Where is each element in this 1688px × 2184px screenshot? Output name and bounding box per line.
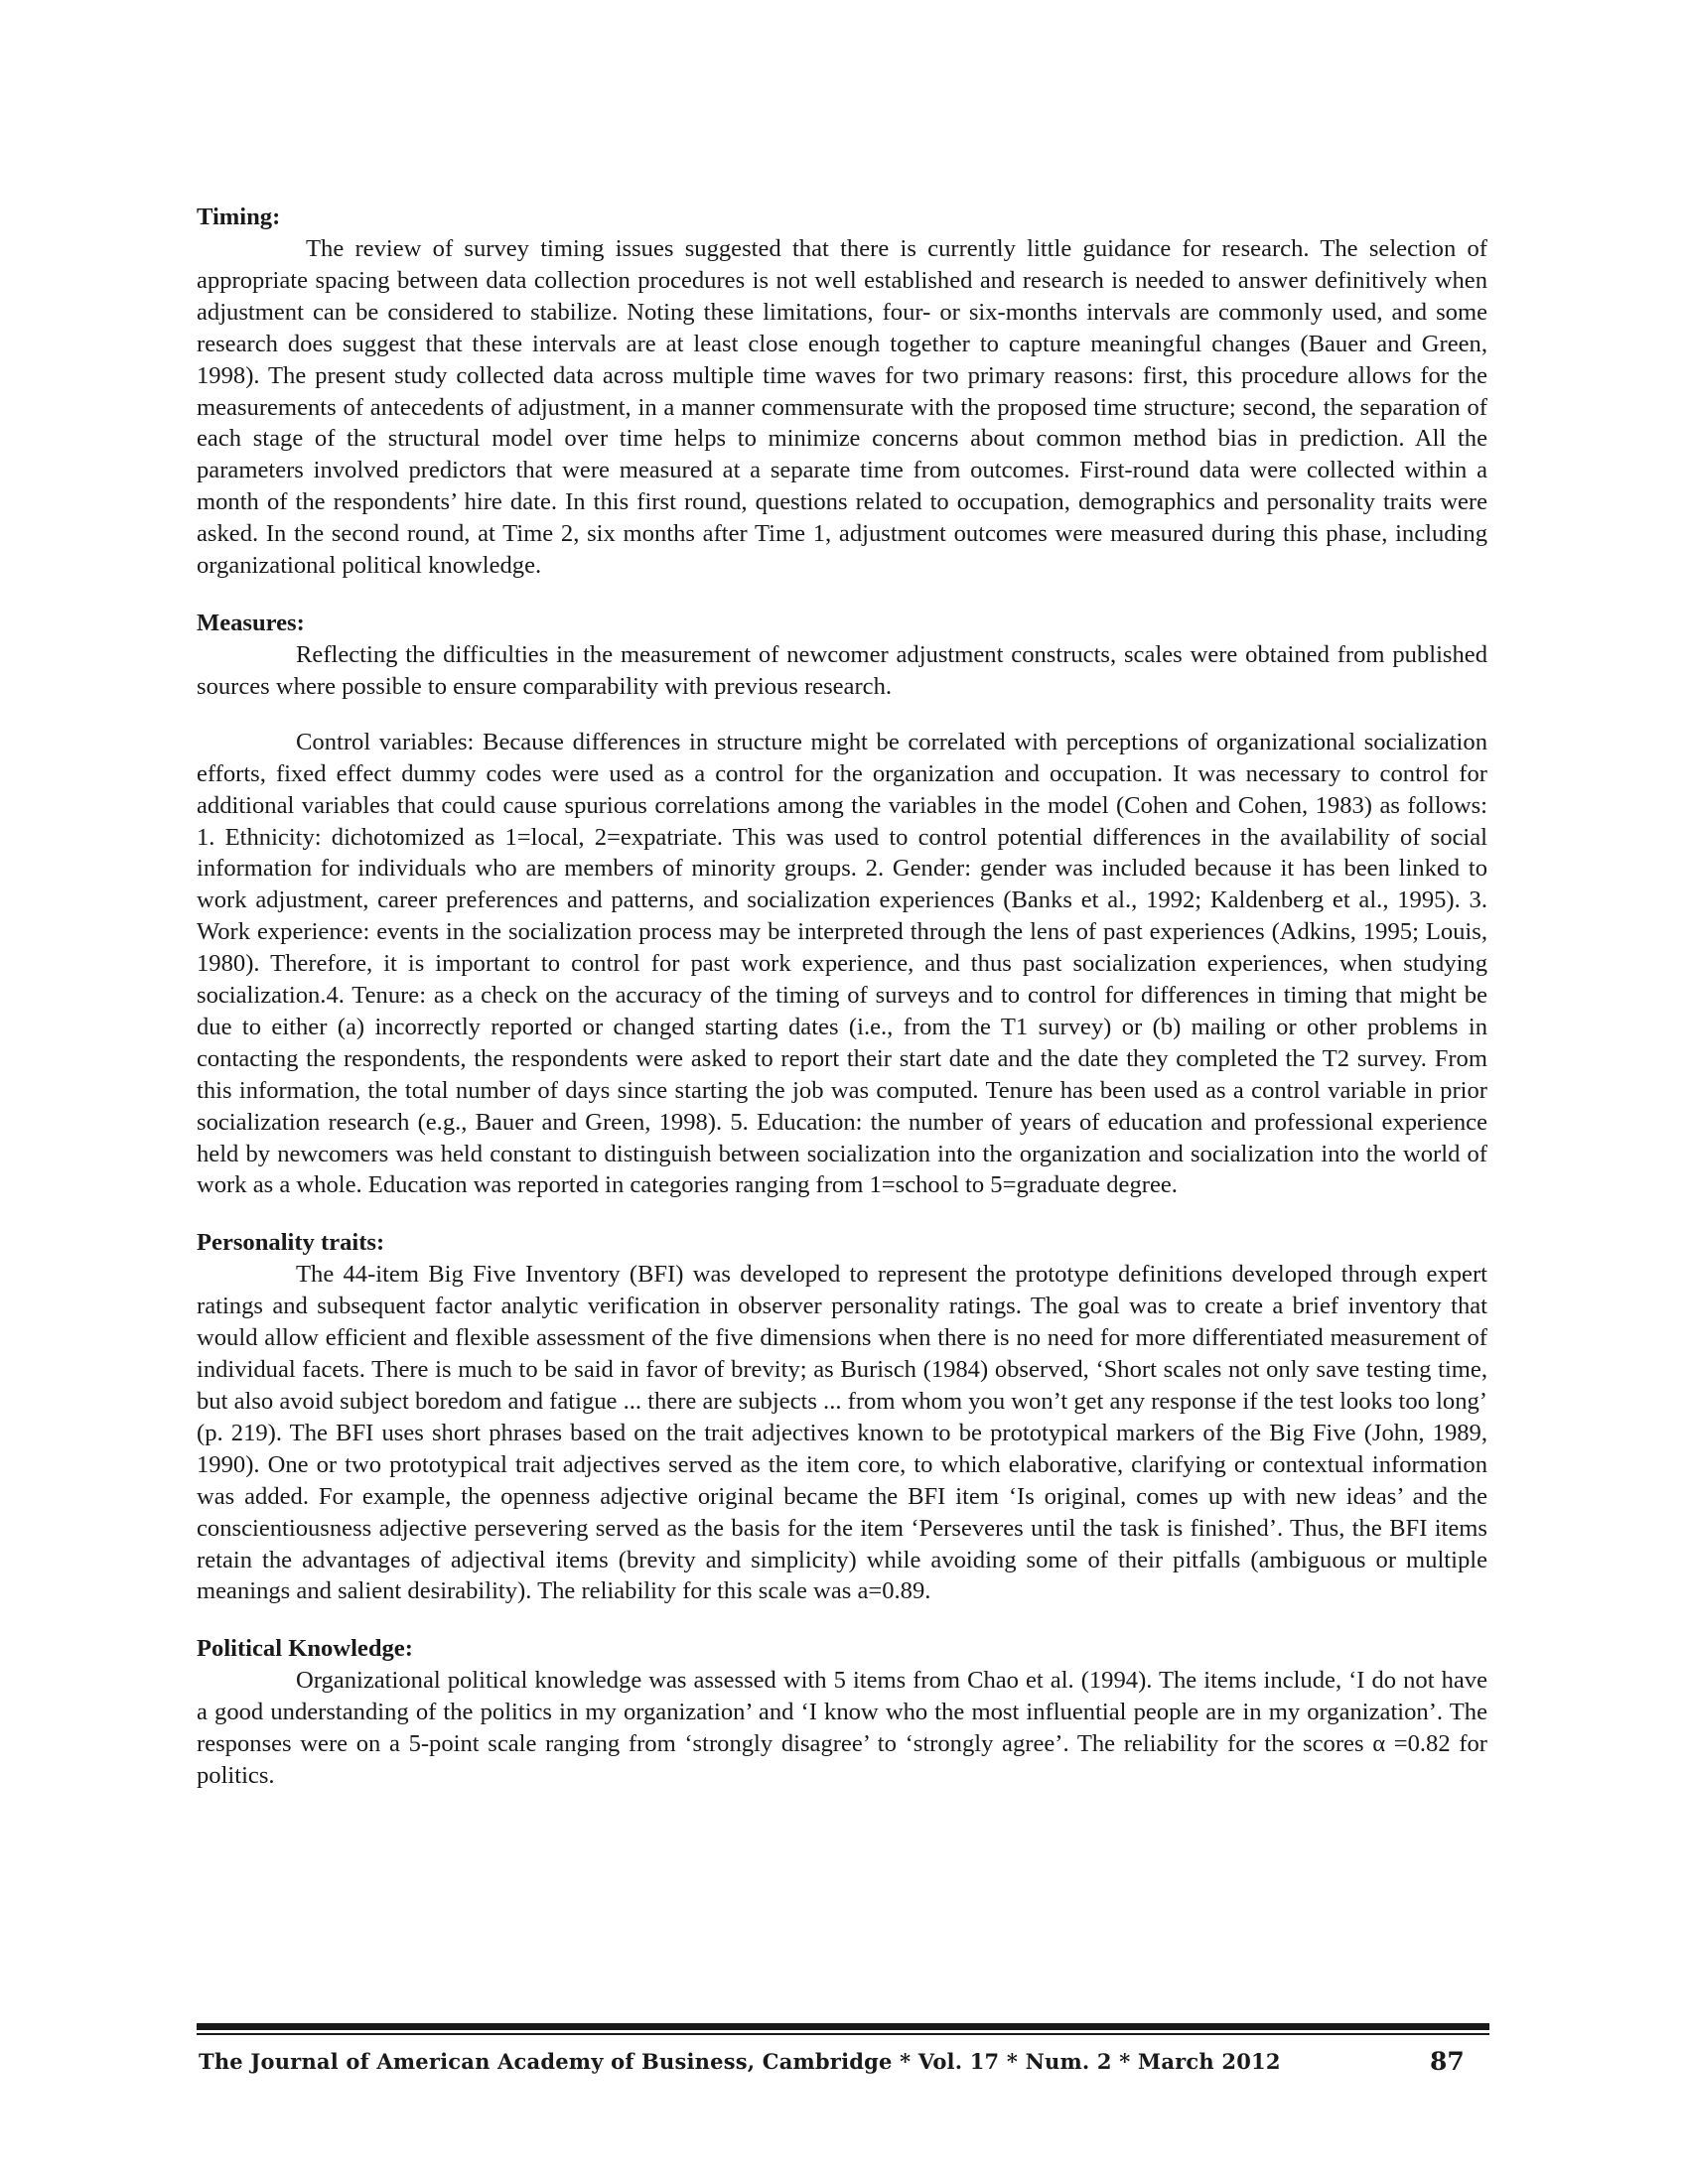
paragraph: The review of survey timing issues suggested that there is currently little guidance for research. The selection of appropriate spacing between data collection procedures is not well established and research is needed to answer definitively when adjustment can be considered to stabilize. Noting these limitations, four- or six-months intervals are commonly used, and some research does suggest that these intervals are at least close enough together to capture meaningful changes (Bauer and Green, 1998). The present study collected data across multiple time waves for two primary reasons: first, this procedure allows for the measurements of antecedents of adjustment, in a manner commensurate with the proposed time structure; second, the separation of each stage of the structural model over time helps to minimize concerns about common method bias in prediction. All the parameters involved predictors that were measured at a separate time from outcomes. First-round data were collected within a month of the respondents’ hire date. In this first round, questions related to occupation, demographics and personality traits were asked. In the second round, at Time 2, six months after Time 1, adjustment outcomes were measured during this phase, including organizational political knowledge.	[197, 235, 1487, 580]
section-measures	[197, 608, 1487, 1201]
section-personality-traits	[197, 1227, 1487, 1607]
section-timing	[197, 202, 1487, 582]
section-political-knowledge	[197, 1633, 1487, 1792]
section-heading-timing: Timing:	[197, 204, 281, 230]
paragraph: The 44-item Big Five Inventory (BFI) was developed to represent the prototype definitions developed through expert ratings and subsequent factor analytic verification in observer personality ratings. The goal was to create a brief inventory that would allow efficient and flexible assessment of the five dimensions when there is no need for more differentiated measurement of individual facets. There is much to be said in favor of brevity; as Burisch (1984) observed, ‘Short scales not only save testing time, but also avoid subject boredom and fatigue ... there are subjects ... from whom you won’t get any response if the test looks too long’ (p. 219). The BFI uses short phrases based on the trait adjectives known to be prototypical markers of the Big Five (John, 1989, 1990). One or two prototypical trait adjectives served as the item core, to which elaborative, clarifying or contextual information was added. For example, the openness adjective original became the BFI item ‘Is original, comes up with new ideas’ and the conscientiousness adjective persevering served as the basis for the item ‘Perseveres until the task is finished’. Thus, the BFI items retain the advantages of adjectival items (brevity and simplicity) while avoiding some of their pitfalls (ambiguous or multiple meanings and salient desirability). The reliability for this scale was a=0.89.	[197, 1261, 1487, 1605]
section-heading-measures: Measures:	[197, 609, 305, 636]
section-heading-political-knowledge: Political Knowledge:	[197, 1635, 413, 1663]
footer-rule	[197, 2023, 1489, 2030]
page-body	[197, 202, 1487, 1792]
paragraph: Reflecting the difficulties in the measurement of newcomer adjustment constructs, scales were obtained from published sources where possible to ensure comparability with previous research.	[197, 640, 1487, 700]
paragraph: Organizational political knowledge was assessed with 5 items from Chao et al. (1994). The items include, ‘I do not have a good understanding of the politics in my organization’ and ‘I know who the most influential people are in my organization’. The responses were on a 5-point scale ranging from ‘strongly disagree’ to ‘strongly agree’. The reliability for the scores α =0.82 for politics.	[197, 1667, 1487, 1790]
footer-rule-thin	[197, 2033, 1489, 2035]
section-heading-personality-traits: Personality traits:	[197, 1229, 385, 1257]
paragraph: Control variables: Because differences in structure might be correlated with perceptions of organizational socialization efforts, fixed effect dummy codes were used as a control for the organization and occupation. It was necessary to control for additional variables that could cause spurious correlations among the variables in the model (Cohen and Cohen, 1983) as follows: 1. Ethnicity: dichotomized as 1=local, 2=expatriate. This was used to control potential differences in the availability of social information for individuals who are members of minority groups. 2. Gender: gender was included because it has been linked to work adjustment, career preferences and patterns, and socialization experiences (Banks et al., 1992; Kaldenberg et al., 1995). 3. Work experience: events in the socialization process may be interpreted through the lens of past experiences (Adkins, 1995; Louis, 1980). Therefore, it is important to control for past work experience, and thus past socialization experiences, when studying socialization.4. Tenure: as a check on the accuracy of the timing of surveys and to control for differences in timing that might be due to either (a) incorrectly reported or changed starting dates (i.e., from the T1 survey) or (b) mailing or other problems in contacting the respondents, the respondents were asked to report their start date and the date they completed the T2 survey. From this information, the total number of days since starting the job was computed. Tenure has been used as a control variable in prior socialization research (e.g., Bauer and Green, 1998). 5. Education: the number of years of education and professional experience held by newcomers was held constant to distinguish between socialization into the organization and socialization into the world of work as a whole. Education was reported in categories ranging from 1=school to 5=graduate degree.	[197, 728, 1487, 1199]
footer-journal-citation: The Journal of American Academy of Business, Cambridge * Vol. 17 * Num. 2 * March 2012	[199, 2049, 1281, 2074]
page-number: 87	[1430, 2047, 1465, 2076]
